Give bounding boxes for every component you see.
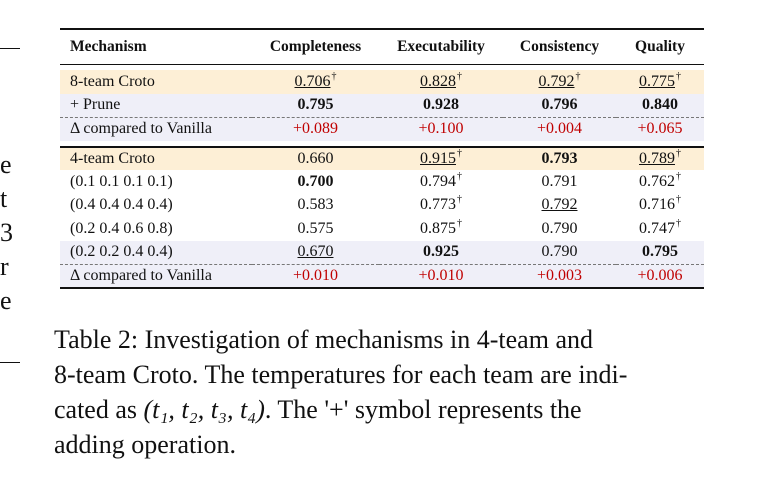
caption-line: cated as (t₁, t₂, t₃, t₄). The '+' symbol represents the [54,395,582,424]
row-label: (0.1 0.1 0.1 0.1) [70,172,173,190]
cell: 0.700 [297,172,334,190]
table-row [60,170,704,194]
caption-line: adding operation. [54,430,236,459]
cell: 0.794† [420,170,462,190]
row-label: Δ compared to Vanilla [60,117,252,141]
cell: 0.795 [297,96,334,113]
table-row [60,194,704,218]
rule-fragment [0,362,20,363]
table-row [60,217,704,241]
text-fragment: r [0,252,9,281]
caption-line: Table 2: Investigation of mechanisms in 4-team and [54,325,593,354]
row-label: 4-team Croto [70,149,155,167]
cell: 0.790 [541,219,578,237]
col-completeness: Completeness [269,37,362,55]
cell: +0.100 [379,117,503,141]
left-column-fragments [0,0,22,496]
cell: 0.670 [297,243,334,260]
cell: +0.010 [379,264,503,288]
text-fragment: 3 [0,218,13,247]
row-label: (0.4 0.4 0.4 0.4) [70,196,173,214]
cell: 0.928 [423,96,459,113]
cell: 0.791 [541,172,578,190]
cell: 0.792† [538,70,581,90]
cell: 0.660 [297,149,334,167]
cell: +0.089 [252,117,379,141]
col-quality: Quality [635,37,685,55]
table-row [60,94,704,118]
caption-line: 8-team Croto. The temperatures for each team are indi- [54,360,628,389]
row-label: 8-team Croto [70,72,155,90]
cell: 0.793 [541,149,578,167]
table-caption [54,322,714,462]
cell: 0.796 [541,96,578,113]
table-row [60,147,704,171]
cell: 0.789† [639,147,681,167]
cell: 0.925 [423,243,459,260]
cell: 0.773† [420,194,462,214]
row-label: Δ compared to Vanilla [60,264,252,288]
cell: 0.790 [541,243,578,260]
text-fragment: e [0,286,12,315]
row-label: (0.2 0.4 0.6 0.8) [70,219,173,237]
table-row [60,70,704,94]
cell: +0.003 [503,264,616,288]
cell: 0.828† [420,70,462,90]
text-fragment: t [0,184,8,213]
cell: 0.747† [639,217,681,237]
cell: 0.706† [294,70,337,90]
cell: +0.006 [616,264,704,288]
cell: 0.716† [639,194,681,214]
cell: 0.915† [420,147,462,167]
results-table [60,28,704,289]
col-executability: Executability [397,37,485,55]
cell: 0.583 [297,196,334,214]
cell: 0.840 [642,96,678,113]
cell: 0.875† [420,217,462,237]
cell: 0.795 [642,243,678,260]
header-row [60,29,704,64]
cell: +0.010 [252,264,379,288]
temperature-tuple: (t₁, t₂, t₃, t₄) [143,395,265,424]
table-row [60,241,704,265]
table-row [60,264,704,288]
table-row [60,117,704,141]
cell: 0.792 [541,196,578,214]
text-fragment: e [0,150,12,179]
cell: +0.065 [616,117,704,141]
col-consistency: Consistency [519,37,600,55]
col-mechanism: Mechanism [70,37,147,55]
row-label: (0.2 0.2 0.4 0.4) [70,243,173,260]
cell: 0.762† [639,170,681,190]
cell: +0.004 [503,117,616,141]
cell: 0.575 [297,219,334,237]
row-label: + Prune [70,96,121,113]
cell: 0.775† [639,70,681,90]
rule-fragment [0,48,20,49]
